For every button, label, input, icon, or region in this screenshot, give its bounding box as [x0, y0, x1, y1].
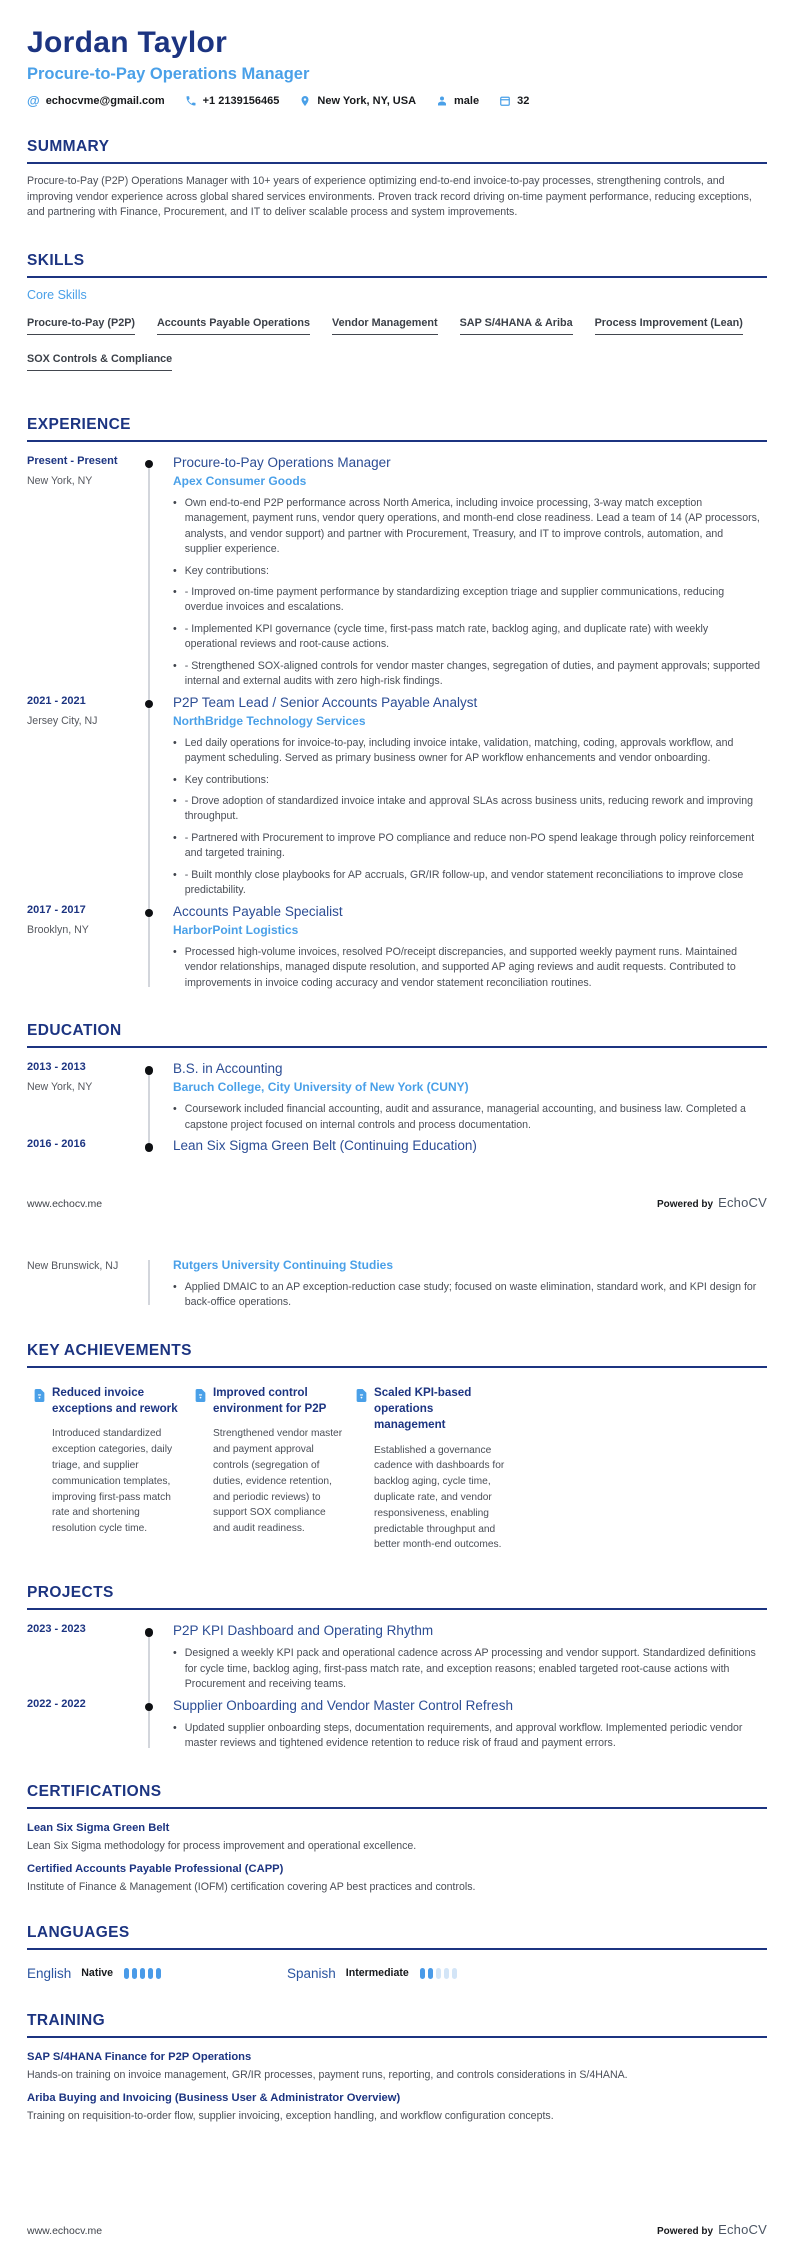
entry-dates: 2017 - 2017: [27, 903, 86, 916]
language-level-dots: [124, 1968, 161, 1979]
timeline-line: [148, 1707, 150, 1748]
entry-company: Apex Consumer Goods: [173, 473, 307, 488]
achievement-text: Introduced standardized exception categories, daily triage, and supplier communication templates, improving first-pass match rate and shortening resolution cycle time.: [52, 1428, 173, 1535]
page-footer: [27, 1195, 767, 1210]
section-projects: [27, 1584, 767, 1751]
entry-bullet: • - Built monthly close playbooks for AP accruals, GR/IR follow-up, and vendor statement reconciliations to improve close predictability.: [173, 868, 767, 899]
certification-text: Institute of Finance & Management (IOFM) certification covering AP best practices and controls.: [27, 1880, 476, 1893]
certification-item: [27, 1822, 767, 1852]
section-summary: [27, 138, 767, 221]
timeline-dot: [145, 1066, 154, 1075]
certification-title: Lean Six Sigma Green Belt: [27, 1821, 170, 1834]
experience-entry: [27, 695, 767, 899]
entry-bullet: • Led daily operations for invoice-to-pay, including invoice intake, validation, matching, coding, approvals workflow, and payment scheduling. Served as primary business owner for AP workflow enhancements and vendor onboarding.: [173, 736, 767, 767]
entry-title: Procure-to-Pay Operations Manager: [173, 454, 391, 470]
summary-heading: SUMMARY: [27, 138, 767, 164]
section-education: [27, 1022, 767, 1153]
project-entry: [27, 1623, 767, 1692]
skill-chip: Accounts Payable Operations: [157, 317, 310, 335]
entry-bullet: • - Partnered with Procurement to improve PO compliance and reduce non-PO spend leakage through policy reinforcement and targeted training.: [173, 831, 767, 862]
contact-gender: [436, 95, 479, 107]
entry-location: New York, NY: [27, 474, 93, 487]
section-languages: [27, 1924, 767, 1981]
pin-icon: [299, 95, 311, 107]
entry-bullet: • - Drove adoption of standardized invoice intake and approval SLAs across business units, reducing rework and improving throughput.: [173, 794, 767, 825]
achievement-text: Strengthened vendor master and payment approval controls (segregation of duties, evidence retention, and periodic reviews) to support SOX compliance and audit readiness.: [213, 1428, 343, 1535]
section-experience: [27, 416, 767, 991]
contact-gender-text: male: [454, 95, 480, 107]
entry-title: Accounts Payable Specialist: [173, 903, 343, 919]
entry-school: Rutgers University Continuing Studies: [173, 1258, 394, 1273]
entry-location: New York, NY: [27, 1081, 93, 1094]
timeline-line: [148, 913, 150, 987]
contact-email-text: echocvme@gmail.com: [45, 95, 165, 107]
level-dot: [156, 1968, 161, 1979]
entry-dates: 2023 - 2023: [27, 1623, 86, 1636]
entry-company: NorthBridge Technology Services: [173, 713, 366, 728]
timeline-line: [148, 1070, 150, 1147]
entry-bullet: • Key contributions:: [173, 773, 767, 788]
resume-header: [27, 26, 767, 107]
level-dot: [132, 1968, 137, 1979]
entry-bullet: • Applied DMAIC to an AP exception-reduction case study; focused on waste elimination, standard work, and KPI design for back-office operations.: [173, 1280, 767, 1311]
footer-site-link[interactable]: www.echocv.me: [27, 1198, 103, 1211]
footer-site-link[interactable]: www.echocv.me: [27, 2225, 103, 2237]
file-icon: [33, 1388, 46, 1408]
entry-dates: 2016 - 2016: [27, 1138, 86, 1151]
certification-title: Certified Accounts Payable Professional (CAPP): [27, 1862, 284, 1875]
timeline-line: [148, 1632, 150, 1706]
education-entry: [27, 1061, 767, 1133]
footer-brand-link[interactable]: EchoCV: [718, 1195, 767, 1211]
contact-age: [499, 95, 529, 107]
entry-bullet: • - Implemented KPI governance (cycle time, first-pass match rate, backlog aging, and duplicate rate) with weekly operational reviews and root-cause actions.: [173, 622, 767, 653]
entry-title: Lean Six Sigma Green Belt (Continuing Education): [173, 1138, 477, 1154]
entry-dates: 2013 - 2013: [27, 1061, 86, 1074]
footer-powered: [657, 2222, 767, 2237]
certification-text: Lean Six Sigma methodology for process improvement and operational excellence.: [27, 1839, 417, 1852]
level-dot: [444, 1968, 449, 1979]
entry-bullet: • Processed high-volume invoices, resolved PO/receipt discrepancies, and supported weekly payment runs. Maintained vendor relationships, managed dispute resolution, and supported AP aging reviews and audit requests. Contributed to improvements in invoice coding accuracy and vendor statement reconciliation routines.: [173, 945, 767, 991]
person-icon: [436, 95, 448, 107]
experience-entry: [27, 904, 767, 991]
entry-dates: 2021 - 2021: [27, 694, 86, 707]
education-heading: EDUCATION: [27, 1022, 767, 1048]
footer-powered-text: Powered by: [656, 1199, 714, 1211]
level-dot: [420, 1968, 425, 1979]
phone-icon: [185, 95, 197, 107]
file-icon: [194, 1388, 207, 1408]
entry-company: HarborPoint Logistics: [173, 922, 299, 937]
level-dot: [428, 1968, 433, 1979]
entry-bullet: • - Improved on-time payment performance by standardizing exception triage and supplier communications, reducing overdue invoices and escalations.: [173, 585, 767, 616]
language-item: [27, 1966, 287, 1981]
timeline-line: [148, 704, 150, 913]
person-name: Jordan Taylor: [27, 26, 228, 59]
at-icon: @: [27, 93, 40, 108]
entry-title: Supplier Onboarding and Vendor Master Control Refresh: [173, 1697, 513, 1713]
entry-title: P2P Team Lead / Senior Accounts Payable Analyst: [173, 694, 478, 710]
contact-location-text: New York, NY, USA: [317, 95, 417, 107]
entry-school: Baruch College, City University of New York (CUNY): [173, 1080, 469, 1095]
entry-location: New Brunswick, NJ: [27, 1260, 119, 1273]
footer-powered-text: Powered by: [656, 2226, 714, 2237]
language-item: [287, 1966, 547, 1981]
experience-entry: [27, 455, 767, 690]
level-dot: [148, 1968, 153, 1979]
training-title: Ariba Buying and Invoicing (Business User & Administrator Overview): [27, 2091, 401, 2104]
training-text: Training on requisition-to-order flow, supplier invoicing, exception handling, and workflow configuration concepts.: [27, 2109, 554, 2122]
timeline-dot: [145, 1143, 154, 1152]
certifications-heading: CERTIFICATIONS: [27, 1783, 767, 1809]
projects-heading: PROJECTS: [27, 1584, 767, 1610]
training-heading: TRAINING: [27, 2012, 767, 2038]
section-training: [27, 2012, 767, 2122]
entry-bullet: • Key contributions:: [173, 564, 767, 579]
contact-location: [299, 95, 416, 107]
calendar-icon: [499, 95, 511, 107]
education-entry-continued: [27, 1258, 767, 1311]
skill-chip: SAP S/4HANA & Ariba: [460, 317, 573, 335]
skill-chip: SOX Controls & Compliance: [27, 353, 172, 371]
timeline-line: [148, 1260, 150, 1305]
achievement-item: [33, 1385, 183, 1553]
achievement-title: Improved control environment for P2P: [213, 1385, 327, 1416]
section-skills: [27, 252, 767, 385]
contact-email[interactable]: [27, 95, 165, 107]
timeline-dot: [145, 1628, 154, 1637]
level-dot: [452, 1968, 457, 1979]
entry-bullet: • Updated supplier onboarding steps, documentation requirements, and approval workflow. Implemented periodic vendor master reviews and tightened evidence retention to reduce risk of fraud and payment errors.: [173, 1721, 767, 1752]
language-level: Native: [81, 1967, 114, 1980]
skill-chip: Process Improvement (Lean): [595, 317, 743, 335]
page-footer: [27, 2222, 767, 2237]
achievement-title: Scaled KPI-based operations management: [374, 1385, 472, 1432]
entry-bullet: • Own end-to-end P2P performance across North America, including invoice processing, 3-way match exception management, payment runs, vendor query operations, and month-end close readiness. Lead a team of 14 (AP processors, analysts, and vendor support) and partner with Procurement, Treasury, and IT to improve controls, automation, and supplier experience.: [173, 496, 767, 558]
achievement-title: Reduced invoice exceptions and rework: [52, 1385, 178, 1416]
entry-dates: 2022 - 2022: [27, 1697, 86, 1710]
education-entry: [27, 1138, 767, 1153]
key-achievements-heading: KEY ACHIEVEMENTS: [27, 1342, 767, 1368]
training-title: SAP S/4HANA Finance for P2P Operations: [27, 2050, 252, 2063]
footer-brand-link[interactable]: EchoCV: [718, 2222, 767, 2237]
level-dot: [140, 1968, 145, 1979]
timeline-dot: [145, 700, 154, 709]
timeline-dot: [145, 1703, 154, 1712]
language-name: English: [27, 1965, 72, 1981]
timeline-line: [148, 464, 150, 704]
skill-chip: Vendor Management: [332, 317, 438, 335]
contact-row: [27, 95, 767, 107]
entry-title: B.S. in Accounting: [173, 1061, 283, 1077]
entry-bullet: • Designed a weekly KPI pack and operational cadence across AP processing and vendor support. Standardized definitions for cycle time, backlog aging, first-pass match rate, and exception reasons; enabled targeted root-cause actions with Procurement and receiving teams.: [173, 1646, 767, 1692]
skills-list: [27, 313, 767, 385]
entry-dates: Present - Present: [27, 454, 118, 467]
training-item: [27, 2092, 767, 2122]
level-dot: [436, 1968, 441, 1979]
skills-group-label: Core Skills: [27, 287, 87, 302]
skill-chip: Procure-to-Pay (P2P): [27, 317, 135, 335]
language-level-dots: [420, 1968, 457, 1979]
level-dot: [124, 1968, 129, 1979]
entry-location: Jersey City, NJ: [27, 714, 98, 727]
entry-location: Brooklyn, NY: [27, 923, 89, 936]
achievement-text: Established a governance cadence with dashboards for backlog aging, cycle time, duplicate rate, and vendor responsiveness, enabling predictable throughput and better month-end outcomes.: [374, 1444, 505, 1551]
timeline-dot: [145, 909, 154, 918]
language-level: Intermediate: [345, 1967, 409, 1980]
file-icon: [355, 1388, 368, 1408]
section-certifications: [27, 1783, 767, 1893]
section-key-achievements: [27, 1342, 767, 1553]
skills-heading: SKILLS: [27, 252, 767, 278]
languages-heading: LANGUAGES: [27, 1924, 767, 1950]
contact-age-text: 32: [517, 95, 530, 107]
certification-item: [27, 1863, 767, 1893]
summary-text: Procure-to-Pay (P2P) Operations Manager with 10+ years of experience optimizing end-to-end invoice-to-pay processes, strengthening controls, and improving vendor experience across global shared services environments. Proven track record driving on-time payment performance, reducing exceptions, and partnering with Finance, Procurement, and IT to deliver scalable process and system improvements.: [27, 175, 752, 219]
entry-bullet: • Coursework included financial accounting, audit and assurance, managerial accounting, and business law. Completed a capstone project focused on internal controls and process documentation.: [173, 1102, 767, 1133]
project-entry: [27, 1698, 767, 1752]
training-text: Hands-on training on invoice management, GR/IR processes, payment runs, reporting, and controls considerations in S/4HANA.: [27, 2068, 628, 2081]
experience-heading: EXPERIENCE: [27, 416, 767, 442]
achievement-item: [194, 1385, 344, 1553]
timeline-dot: [145, 460, 154, 469]
entry-bullet: • - Strengthened SOX-aligned controls for vendor master changes, segregation of duties, and payment approvals; supported internal and external audits with zero high-risk findings.: [173, 659, 767, 690]
achievement-item: [355, 1385, 505, 1553]
footer-powered: [657, 1195, 767, 1210]
contact-phone-text: +1 2139156465: [202, 95, 280, 107]
person-job-title: Procure-to-Pay Operations Manager: [27, 65, 310, 83]
contact-phone[interactable]: [185, 95, 280, 107]
language-name: Spanish: [287, 1965, 336, 1981]
entry-title: P2P KPI Dashboard and Operating Rhythm: [173, 1623, 434, 1639]
training-item: [27, 2051, 767, 2081]
